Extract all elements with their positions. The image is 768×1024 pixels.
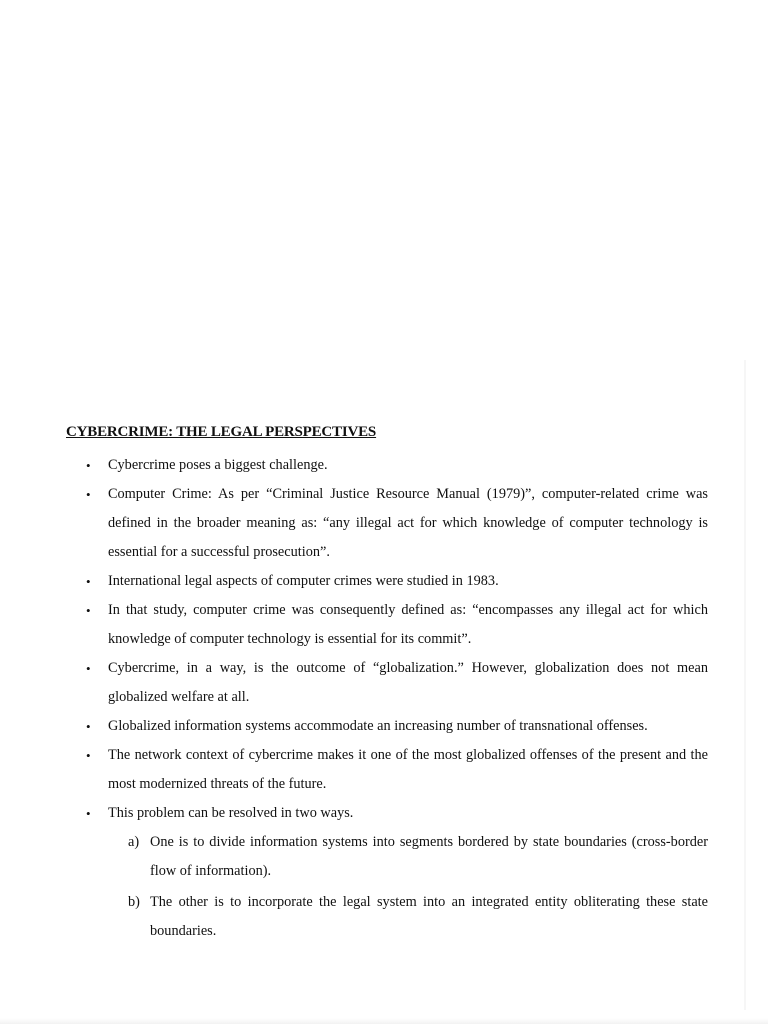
scan-shadow-right: [744, 360, 746, 1010]
bullet-item: [66, 799, 708, 828]
bullet-text: This problem can be resolved in two ways.: [108, 805, 354, 821]
document-body: [66, 422, 708, 946]
bullet-dot-icon: •: [86, 661, 91, 676]
bullet-item: [66, 596, 708, 654]
bullet-dot-icon: •: [86, 458, 91, 473]
bullet-item: [66, 741, 708, 799]
bullet-text: In that study, computer crime was consequently defined as: “encompasses any illegal act for which knowledge of computer technology is essential for its commit”.: [108, 602, 708, 647]
bullet-item: [66, 480, 708, 567]
bullet-text: Computer Crime: As per “Criminal Justice Resource Manual (1979)”, computer-related crime was defined in the broader meaning as: “any illegal act for which knowledge of computer technology is essential for a successful prosecution”.: [108, 486, 708, 560]
sub-item-list: [66, 828, 708, 946]
bullet-text: Globalized information systems accommodate an increasing number of transnational offenses.: [108, 718, 648, 734]
bullet-dot-icon: •: [86, 574, 91, 589]
sub-item-marker: a): [128, 834, 140, 850]
bullet-item: [66, 451, 708, 480]
sub-item: [66, 888, 708, 946]
bullet-text: The network context of cybercrime makes it one of the most globalized offenses of the present and the most modernized threats of the future.: [108, 747, 708, 792]
bullet-dot-icon: •: [86, 487, 91, 502]
section-heading: CYBERCRIME: THE LEGAL PERSPECTIVES: [66, 424, 377, 440]
bullet-list: [66, 451, 708, 828]
scan-shadow-bottom: [0, 1018, 768, 1024]
bullet-dot-icon: •: [86, 719, 91, 734]
bullet-dot-icon: •: [86, 603, 91, 618]
sub-item-text: One is to divide information systems into segments bordered by state boundaries (cross-border flow of information).: [150, 834, 708, 879]
sub-item-text: The other is to incorporate the legal system into an integrated entity obliterating these state boundaries.: [150, 894, 708, 939]
bullet-item: [66, 567, 708, 596]
bullet-text: Cybercrime poses a biggest challenge.: [108, 457, 328, 473]
bullet-item: [66, 712, 708, 741]
bullet-dot-icon: •: [86, 748, 91, 763]
sub-item-marker: b): [128, 894, 140, 910]
bullet-text: International legal aspects of computer crimes were studied in 1983.: [108, 573, 499, 589]
bullet-text: Cybercrime, in a way, is the outcome of “globalization.” However, globalization does not mean globalized welfare at all.: [108, 660, 708, 705]
bullet-item: [66, 654, 708, 712]
bullet-dot-icon: •: [86, 806, 91, 821]
sub-item: [66, 828, 708, 886]
